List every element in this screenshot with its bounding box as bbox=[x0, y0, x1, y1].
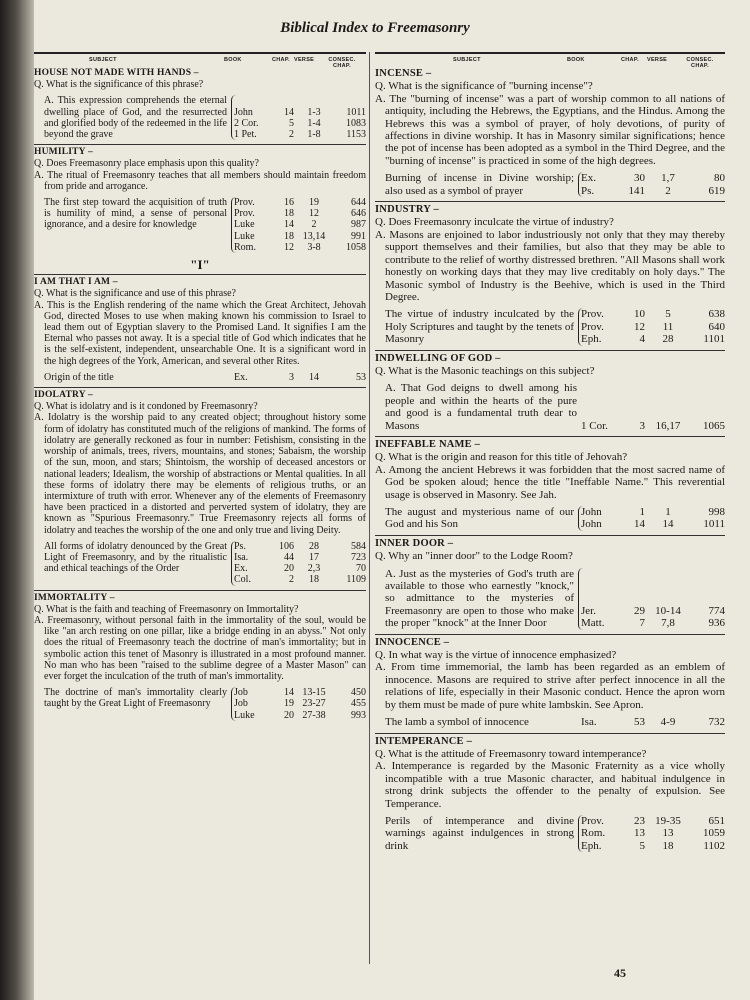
header-subject: SUBJECT bbox=[453, 57, 481, 63]
scripture-citation bbox=[385, 568, 725, 630]
verse-number: 23-27 bbox=[302, 698, 326, 710]
book-name: John bbox=[581, 506, 602, 518]
verse-number: 2 bbox=[311, 219, 317, 231]
index-entry bbox=[375, 201, 725, 345]
book-name: Luke bbox=[234, 709, 255, 721]
verse-number: 1-3 bbox=[307, 106, 321, 118]
book-name: Ex. bbox=[234, 563, 248, 575]
entry-question: Q. Does Freemasonry inculcate the virtue of industry? bbox=[375, 216, 614, 229]
chapter-number: 12 bbox=[284, 241, 294, 253]
chapter-number: 30 bbox=[634, 172, 645, 185]
reference-row bbox=[234, 107, 366, 118]
consecutive-chapter: 1065 bbox=[703, 419, 725, 432]
entry-heading: HOUSE NOT MADE WITH HANDS – bbox=[34, 68, 199, 78]
chapter-number: 2 bbox=[289, 129, 294, 141]
verse-number: 19-35 bbox=[655, 814, 681, 827]
chapter-number: 14 bbox=[284, 106, 294, 118]
consecutive-chapter: 732 bbox=[708, 716, 725, 729]
book-name: Eph. bbox=[581, 333, 602, 346]
header-chap: CHAP. bbox=[621, 57, 639, 63]
index-entry bbox=[375, 350, 725, 432]
citation-description: Perils of intemperance and divine warnings against indulgences in strong drink bbox=[385, 814, 574, 852]
reference-row bbox=[581, 420, 725, 432]
consecutive-chapter: 1083 bbox=[346, 117, 366, 129]
column-divider bbox=[369, 52, 370, 964]
book-name: John bbox=[581, 518, 602, 531]
right-column bbox=[375, 68, 725, 856]
binding-shadow bbox=[0, 0, 34, 1000]
book-name: Eph. bbox=[581, 839, 602, 852]
entry-question: Q. What is the significance of "burning incense"? bbox=[375, 80, 593, 93]
entry-answer: A. Freemasonry, without personal faith in the immortality of the soul, would be like "an arch resting on one pillar, like a bridge ending in an abyss." Not only does the ritual of Freemasonry teach the doctrine of man's immortality; but in symbolic action this tenet of Masonry is illustrated in a most profound manner. No man who has been "raised to the sublime degree of a Master Mason" can ever forget the inculcation of the truth of man's immortality. bbox=[34, 614, 366, 682]
consecutive-chapter: 1153 bbox=[346, 129, 366, 141]
book-name: Isa. bbox=[234, 551, 249, 563]
chapter-number: 10 bbox=[634, 308, 645, 321]
chapter-number: 20 bbox=[284, 709, 294, 721]
entry-answer: A. From time immemorial, the lamb has been regarded as an emblem of innocence. Masons are required to strive after perfect innocence in all the relations of life, especially in their Masonic conduct. Hence the apron worn by them must be made of pure white lambskin. See Apron. bbox=[375, 661, 725, 711]
citation-references bbox=[578, 815, 725, 852]
verse-number: 28 bbox=[309, 540, 319, 552]
scripture-citation bbox=[385, 172, 725, 197]
header-book: BOOK bbox=[567, 57, 585, 63]
consecutive-chapter: 987 bbox=[351, 219, 366, 231]
entry-question: Q. What is the attitude of Freemasonry toward intemperance? bbox=[375, 747, 647, 760]
chapter-number: 20 bbox=[284, 563, 294, 575]
book-name: John bbox=[234, 106, 253, 118]
verse-number: 5 bbox=[665, 308, 671, 321]
index-entry bbox=[34, 144, 366, 253]
consecutive-chapter: 455 bbox=[351, 698, 366, 710]
scripture-citation bbox=[385, 382, 725, 432]
entry-question: Q. What is idolatry and is it condoned by Freemasonry? bbox=[34, 401, 258, 413]
book-name: Prov. bbox=[234, 208, 255, 220]
book-name: Prov. bbox=[581, 814, 604, 827]
entry-answer: A. The "burning of incense" was a part of worship common to all nations of antiquity, including the Hebrews, the Egyptians, and the Hindus. Among the Hebrews this was a symbol of prayer, of holy devotions, of purity of affections in divine worship. It has in Masonry similar significations; hence the pot of incense has been adopted as a symbol in the Third Degree, and the "burning of incense" is practiced in some of the high degrees. bbox=[375, 92, 725, 167]
chapter-number: 5 bbox=[639, 839, 645, 852]
citation-references bbox=[581, 382, 725, 432]
chapter-number: 18 bbox=[284, 208, 294, 220]
scripture-citation bbox=[385, 716, 725, 728]
index-entry bbox=[34, 274, 366, 383]
book-name: Prov. bbox=[234, 197, 255, 209]
citation-references bbox=[581, 716, 725, 728]
verse-number: 11 bbox=[662, 320, 674, 333]
reference-row bbox=[234, 541, 366, 552]
reference-row bbox=[581, 827, 725, 839]
scripture-citation bbox=[385, 308, 725, 345]
citation-description: A. Just as the mysteries of God's truth are available to those who earnestly "knock," so admittance to the mysteries of Freemasonry are open to those who make the proper "knock" at the Inner Door bbox=[385, 567, 574, 630]
citation-description: Burning of incense in Divine worship; also used as a symbol of prayer bbox=[385, 172, 574, 197]
citation-description: The august and mysterious name of our God and his Son bbox=[385, 506, 574, 531]
chapter-number: 16 bbox=[284, 197, 294, 209]
reference-row bbox=[234, 372, 366, 383]
verse-number: 27-38 bbox=[302, 709, 326, 721]
index-entry bbox=[375, 68, 725, 197]
column-header-left bbox=[34, 52, 366, 69]
book-name: Ps. bbox=[234, 540, 246, 552]
letter-section-heading: "I" bbox=[190, 257, 210, 273]
entry-heading: INDUSTRY – bbox=[375, 201, 725, 216]
citation-references bbox=[578, 506, 725, 531]
chapter-number: 3 bbox=[289, 371, 294, 383]
index-entry bbox=[34, 590, 366, 721]
entry-heading: IMMORTALITY – bbox=[34, 590, 366, 604]
consecutive-chapter: 1102 bbox=[703, 839, 725, 852]
book-name: Job bbox=[234, 687, 248, 699]
citation-references bbox=[578, 172, 725, 197]
verse-number: 1 bbox=[665, 506, 671, 518]
verse-number: 19 bbox=[309, 197, 319, 209]
scripture-citation bbox=[44, 372, 366, 383]
entry-heading: IDOLATRY – bbox=[34, 387, 366, 401]
chapter-number: 44 bbox=[284, 551, 294, 563]
book-name: Ex. bbox=[234, 371, 248, 383]
page-number: 45 bbox=[614, 966, 626, 980]
reference-row bbox=[581, 617, 725, 629]
book-name: Rom. bbox=[581, 827, 606, 840]
chapter-number: 12 bbox=[634, 320, 645, 333]
reference-row bbox=[234, 219, 366, 230]
entry-answer: A. Intemperance is regarded by the Masonic Fraternity as a vice wholly incompatible with a true Masonic character, and habitual indulgence in strong drink subjects the offender to the penalty of expulsion. See Temperance. bbox=[375, 760, 725, 810]
reference-row bbox=[234, 208, 366, 219]
citation-references bbox=[231, 687, 366, 721]
entry-answer: A. Idolatry is the worship paid to any created object; throughout history some form of idolatry has constituted much of the religions of mankind. The forms of idolatry are generally reckoned as four in number: Fetishism, consisting in the worship of animals, trees, rivers, mountains, and stones; Sabaism, the worship of the sun, moon, and stars; Shintoism, the worship of deceased ancestors or national leaders; Idealism, the worship of abstractions or Mental qualities. In all these forms of idolatry there may be elements of religious truths, or an intermixture of truth with error. Whenever any of the elements of Freemasonry have been practiced in a distorted and perverted system of idolatry, they are known as "Spurious Freemasonry." True Freemasonry rejects all forms of idolatry and teaches the worship of the one and only true and living Deity. bbox=[34, 412, 366, 536]
index-entry bbox=[375, 436, 725, 531]
reference-row bbox=[581, 506, 725, 518]
verse-number: 17 bbox=[309, 551, 319, 563]
consecutive-chapter: 640 bbox=[708, 320, 725, 333]
citation-description: A. This expression comprehends the eternal dwelling place of God, and the resurrected and glorified body of the redeemed in the life beyond the grave bbox=[44, 95, 227, 141]
citation-references bbox=[234, 372, 366, 383]
consecutive-chapter: 936 bbox=[708, 617, 725, 630]
consecutive-chapter: 1101 bbox=[703, 333, 725, 346]
verse-number: 18 bbox=[662, 839, 674, 852]
scripture-citation bbox=[44, 687, 366, 721]
chapter-number: 14 bbox=[284, 219, 294, 231]
reference-row bbox=[234, 563, 366, 574]
entry-question: Q. Does Freemasonry place emphasis upon this quality? bbox=[34, 158, 259, 170]
chapter-number: 5 bbox=[289, 117, 294, 129]
consecutive-chapter: 991 bbox=[351, 230, 366, 242]
consecutive-chapter: 584 bbox=[351, 540, 366, 552]
entry-question: Q. What is the significance of this phrase? bbox=[34, 79, 204, 91]
consecutive-chapter: 450 bbox=[351, 687, 366, 699]
reference-row bbox=[234, 242, 366, 253]
entry-heading: HUMILITY – bbox=[34, 144, 366, 158]
entry-question: Q. What is the origin and reason for this title of Jehovah? bbox=[375, 451, 628, 464]
chapter-number: 14 bbox=[634, 518, 645, 531]
reference-row bbox=[581, 518, 725, 530]
citation-references bbox=[231, 197, 366, 253]
reference-row bbox=[234, 129, 366, 140]
reference-row bbox=[234, 118, 366, 129]
chapter-number: 1 bbox=[639, 506, 645, 518]
chapter-number: 18 bbox=[284, 230, 294, 242]
consecutive-chapter: 993 bbox=[351, 709, 366, 721]
book-name: 1 Cor. bbox=[581, 419, 608, 432]
citation-description: A. That God deigns to dwell among his people and within the hearts of the pure and good is a fundamental truth dear to Masons bbox=[385, 382, 577, 432]
consecutive-chapter: 53 bbox=[356, 371, 366, 383]
header-consec: CONSEC. CHAP. bbox=[328, 57, 356, 69]
citation-references bbox=[578, 308, 725, 345]
entry-heading: INNER DOOR – bbox=[375, 535, 725, 550]
reference-row bbox=[234, 687, 366, 698]
reference-row bbox=[234, 231, 366, 242]
scripture-citation bbox=[385, 815, 725, 852]
verse-number: 14 bbox=[309, 371, 319, 383]
chapter-number: 19 bbox=[284, 698, 294, 710]
entry-heading: INNOCENCE – bbox=[375, 634, 725, 649]
book-name: Jer. bbox=[581, 604, 596, 617]
entry-question: Q. Why an "inner door" to the Lodge Room? bbox=[375, 550, 573, 563]
chapter-number: 53 bbox=[634, 716, 645, 729]
index-entry bbox=[34, 68, 366, 140]
reference-row bbox=[581, 185, 725, 197]
header-subject: SUBJECT bbox=[89, 57, 117, 63]
verse-number: 12 bbox=[309, 208, 319, 220]
book-name: Ex. bbox=[581, 172, 596, 185]
chapter-number: 4 bbox=[639, 333, 645, 346]
verse-number: 3-8 bbox=[307, 241, 321, 253]
consecutive-chapter: 619 bbox=[708, 184, 725, 197]
book-name: 2 Cor. bbox=[234, 117, 259, 129]
entry-heading: INCENSE – bbox=[375, 68, 432, 79]
citation-references bbox=[231, 95, 366, 140]
verse-number: 18 bbox=[309, 574, 319, 586]
reference-row bbox=[581, 321, 725, 333]
book-name: Job bbox=[234, 698, 248, 710]
verse-number: 2 bbox=[665, 184, 671, 197]
consecutive-chapter: 1109 bbox=[346, 574, 366, 586]
verse-number: 14 bbox=[662, 518, 674, 531]
header-verse: VERSE bbox=[294, 57, 315, 63]
reference-row bbox=[581, 840, 725, 852]
consecutive-chapter: 723 bbox=[351, 551, 366, 563]
chapter-number: 106 bbox=[279, 540, 294, 552]
book-name: Rom. bbox=[234, 241, 256, 253]
consecutive-chapter: 998 bbox=[708, 506, 725, 518]
consecutive-chapter: 774 bbox=[708, 604, 725, 617]
reference-row bbox=[581, 172, 725, 184]
entry-question: Q. What is the Masonic teachings on this subject? bbox=[375, 364, 595, 377]
entry-question: Q. What is the faith and teaching of Freemasonry on Immortality? bbox=[34, 603, 299, 615]
reference-row bbox=[581, 716, 725, 728]
index-entry bbox=[34, 387, 366, 585]
left-column bbox=[34, 68, 366, 725]
consecutive-chapter: 1011 bbox=[346, 106, 366, 118]
citation-description: The lamb a symbol of innocence bbox=[385, 716, 529, 729]
verse-number: 13 bbox=[662, 827, 674, 840]
consecutive-chapter: 80 bbox=[714, 172, 725, 185]
consecutive-chapter: 1058 bbox=[346, 241, 366, 253]
chapter-number: 3 bbox=[639, 419, 645, 432]
book-name: Isa. bbox=[581, 716, 597, 729]
consecutive-chapter: 651 bbox=[708, 814, 725, 827]
verse-number: 2,3 bbox=[307, 563, 321, 575]
entry-answer: A. Masons are enjoined to labor industriously not only that they may thereby support themselves and their families, but also that they may be able to contribute to the relief of worthy distressed brethren. "All Masons shall work honestly on working days that they may live creditably on holy days." The Masonic symbol of Industry is the Beehive, which is used in the Third Degree. bbox=[375, 228, 725, 303]
reference-row bbox=[234, 197, 366, 208]
reference-row bbox=[234, 574, 366, 585]
scripture-citation bbox=[44, 541, 366, 586]
index-entry bbox=[375, 535, 725, 630]
citation-description: The doctrine of man's immortality clearly taught by the Great Light of Freemasonry bbox=[44, 687, 227, 710]
citation-description: Origin of the title bbox=[44, 371, 114, 383]
consecutive-chapter: 70 bbox=[356, 563, 366, 575]
chapter-number: 141 bbox=[628, 184, 645, 197]
consecutive-chapter: 638 bbox=[708, 308, 725, 321]
book-name: Matt. bbox=[581, 617, 605, 630]
chapter-number: 2 bbox=[289, 574, 294, 586]
chapter-number: 23 bbox=[634, 814, 645, 827]
header-consec: CONSEC. CHAP. bbox=[686, 57, 714, 69]
chapter-number: 29 bbox=[634, 604, 645, 617]
header-chap: CHAP. bbox=[272, 57, 290, 63]
citation-description: The virtue of industry inculcated by the Holy Scriptures and taught by the tenets of Masonry bbox=[385, 308, 574, 346]
consecutive-chapter: 1011 bbox=[703, 518, 725, 531]
reference-row bbox=[234, 710, 366, 721]
verse-number: 4-9 bbox=[660, 716, 676, 729]
chapter-number: 14 bbox=[284, 687, 294, 699]
entry-answer: A. Among the ancient Hebrews it was forbidden that the most sacred name of God be spoken aloud; hence the title "Ineffable Name." This reverential usage is observed in Masonry. See Jah. bbox=[375, 463, 725, 501]
entry-answer: A. This is the English rendering of the name which the Great Architect, Jehovah God, directed Moses to use when making known his commission to Israel to lead them out of Egyptian slavery to the Promised Land. It signifies I am the Eternal who passes not away. It is a special title of God which indicates that he is the self-existent, independent, unsearchable One. It is a significant word in the high degrees of the York, American, and several other Rites. bbox=[34, 299, 366, 367]
book-name: Prov. bbox=[581, 320, 604, 333]
column-header-right bbox=[375, 52, 725, 69]
chapter-number: 7 bbox=[639, 617, 645, 630]
verse-number: 7,8 bbox=[661, 617, 675, 630]
reference-row bbox=[581, 815, 725, 827]
index-entry bbox=[375, 634, 725, 729]
consecutive-chapter: 644 bbox=[351, 197, 366, 209]
scripture-citation bbox=[44, 197, 366, 253]
header-verse: VERSE bbox=[647, 57, 668, 63]
citation-description: The first step toward the acquisition of truth is humility of mind, a sense of personal ignorance, and a desire for knowledge bbox=[44, 197, 227, 231]
book-name: Luke bbox=[234, 230, 255, 242]
reference-row bbox=[234, 552, 366, 563]
header-book: BOOK bbox=[224, 57, 242, 63]
reference-row bbox=[581, 333, 725, 345]
citation-description: All forms of idolatry denounced by the Great Light of Freemasonry, and by the ritualistic and ethical teachings of the Order bbox=[44, 540, 227, 575]
verse-number: 28 bbox=[662, 333, 674, 346]
book-name: Prov. bbox=[581, 308, 604, 321]
book-name: Ps. bbox=[581, 184, 595, 197]
reference-row bbox=[581, 605, 725, 617]
book-name: 1 Pet. bbox=[234, 129, 257, 141]
chapter-number: 13 bbox=[634, 827, 645, 840]
running-head: Biblical Index to Freemasonry bbox=[280, 20, 470, 36]
verse-number: 13-15 bbox=[302, 687, 326, 699]
entry-heading: I AM THAT I AM – bbox=[34, 274, 366, 288]
index-entry bbox=[375, 733, 725, 853]
entry-heading: INDWELLING OF GOD – bbox=[375, 350, 725, 365]
entry-question: Q. What is the significance and use of this phrase? bbox=[34, 288, 236, 300]
verse-number: 16,17 bbox=[655, 419, 681, 432]
scripture-citation bbox=[385, 506, 725, 531]
verse-number: 1-4 bbox=[307, 117, 321, 129]
scripture-citation bbox=[44, 95, 366, 140]
consecutive-chapter: 1059 bbox=[703, 827, 725, 840]
citation-references bbox=[578, 568, 725, 630]
entry-question: Q. In what way is the virtue of innocence emphasized? bbox=[375, 649, 617, 662]
entry-heading: INEFFABLE NAME – bbox=[375, 436, 725, 451]
verse-number: 13,14 bbox=[302, 230, 326, 242]
verse-number: 1,7 bbox=[661, 172, 675, 185]
entry-answer: A. The ritual of Freemasonry teaches that all members should maintain freedom from pride and arrogance. bbox=[34, 169, 366, 192]
verse-number: 10-14 bbox=[655, 604, 681, 617]
reference-row bbox=[581, 308, 725, 320]
citation-references bbox=[231, 541, 366, 586]
book-name: Luke bbox=[234, 219, 255, 231]
entry-heading: INTEMPERANCE – bbox=[375, 733, 725, 748]
book-name: Col. bbox=[234, 574, 251, 586]
reference-row bbox=[234, 698, 366, 709]
consecutive-chapter: 646 bbox=[351, 208, 366, 220]
verse-number: 1-8 bbox=[307, 129, 321, 141]
